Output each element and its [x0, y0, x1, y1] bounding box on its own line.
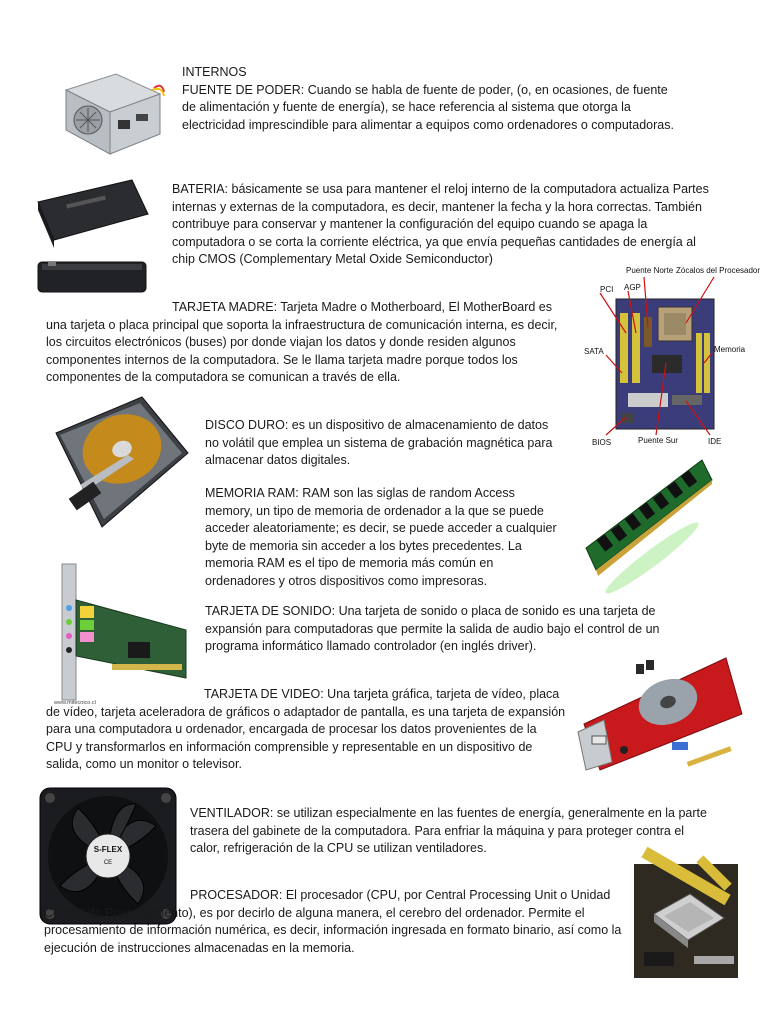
disco-duro-section — [205, 417, 565, 470]
memoria-ram-text: MEMORIA RAM: RAM son las siglas de random Access memory, un tipo de memoria de ordenador a la que se puede acceder aleatoriamente; es decir, se puede acceder a cualquier byte de memoria sin acceder a los bytes precedentes. La memoria RAM es el tipo de memoria más común en ordenadores y otros dispositivos como impresoras. — [205, 486, 557, 588]
internos-heading: INTERNOS — [182, 65, 247, 79]
battery-image — [36, 178, 150, 296]
label-sata: SATA — [584, 347, 604, 356]
tarjeta-madre-text: TARJETA MADRE: Tarjeta Madre o Motherboard, El MotherBoard es una tarjeta o placa principal que soporta la infraestructura de comunicación interna, es decir, los circuitos electrónicos (buses) por donde viajan los datos y donde residen algunos componentes internos de la computadora. Se le llama tarjeta madre porque todos los componentes de la computadora se comunican a través de ella. — [46, 300, 558, 385]
label-agp: AGP — [624, 283, 641, 292]
ventilador-text: VENTILADOR: se utilizan especialmente en las fuentes de energía, generalmente en la parte trasera del gabinete de la computadora. Para enfriar la máquina y para proteger contra el calor, refrigeración de la CPU se utilizan ventiladores. — [190, 806, 707, 856]
procesador-section — [44, 887, 624, 957]
bateria-text: BATERIA: básicamente se usa para mantener el reloj interno de la computadora actualiza Partes internas y externas de la computadora, es decir, mantener la fecha y la hora correctas. También contribuye para conservar y mantener la configuración del equipo cuando se apaga la computadora o se corta la corriente eléctrica, ya que envía pequeñas cantidades de energía al chip CMOS (Complementary Metal Oxide Semiconductor) — [172, 182, 709, 267]
label-puente-sur: Puente Sur — [638, 436, 679, 445]
bateria-section — [172, 181, 712, 269]
fan-label: S-FLEX — [93, 845, 123, 854]
internos-section — [182, 64, 682, 134]
ram-image — [582, 458, 714, 588]
svg-text:CE: CE — [103, 860, 113, 866]
power-supply-image — [56, 68, 164, 158]
label-puente-norte: Puente Norte — [626, 266, 674, 275]
label-ide: IDE — [708, 437, 722, 446]
tarjeta-video-text: TARJETA DE VIDEO: Una tarjeta gráfica, tarjeta de vídeo, placa de vídeo, tarjeta aceleradora de gráficos o adaptador de pantalla, es una tarjeta de expansión para una computadora u ordenador, encargada de procesar los datos provenientes de la CPU y transformarlos en información comprensible y representable en un dispositivo de salida, como un monitor o televisor. — [46, 687, 566, 772]
label-pci: PCI — [600, 285, 614, 294]
motherboard-diagram — [582, 263, 761, 451]
ventilador-section — [190, 805, 710, 858]
hard-disk-image — [50, 393, 190, 529]
fuente-de-poder-text: FUENTE DE PODER: Cuando se habla de fuente de poder, (o, en ocasiones, de fuente de alimentación y fuente de energía), se hace referencia al sistema que otorga la electricidad imprescindible para alimentar a equipos como ordenadores o computadoras. — [182, 82, 674, 132]
video-card-image — [576, 654, 746, 772]
sound-card-caption: www.mitecnico.cl — [54, 700, 96, 706]
label-zocalos: Zócalos del Procesador — [676, 266, 761, 275]
disco-duro-text: DISCO DURO: es un dispositivo de almacenamiento de datos no volátil que emplea un sistema de grabación magnética para almacenar datos digitales. — [205, 418, 553, 468]
memoria-ram-section — [205, 485, 565, 591]
tarjeta-madre-section — [46, 299, 574, 387]
sound-card-image — [52, 560, 190, 706]
tarjeta-sonido-text: TARJETA DE SONIDO: Una tarjeta de sonido o placa de sonido es una tarjeta de expansión para computadoras que permite la salida de audio bajo el control de un programa informático llamado controlador (en inglés driver). — [205, 604, 660, 654]
processor-image — [634, 864, 738, 978]
label-memoria: Memoria — [714, 345, 746, 354]
procesador-text: PROCESADOR: El procesador (CPU, por Central Processing Unit o Unidad Central de Procesamiento), es por decirlo de alguna manera, el cerebro del ordenador. Permite el procesamiento de información numérica, es decir, información ingresada en formato binario, así como la ejecución de instrucciones almacenadas en la memoria. — [44, 888, 622, 955]
label-bios: BIOS — [592, 438, 612, 447]
tarjeta-sonido-section — [205, 603, 715, 656]
tarjeta-video-section — [46, 686, 566, 774]
